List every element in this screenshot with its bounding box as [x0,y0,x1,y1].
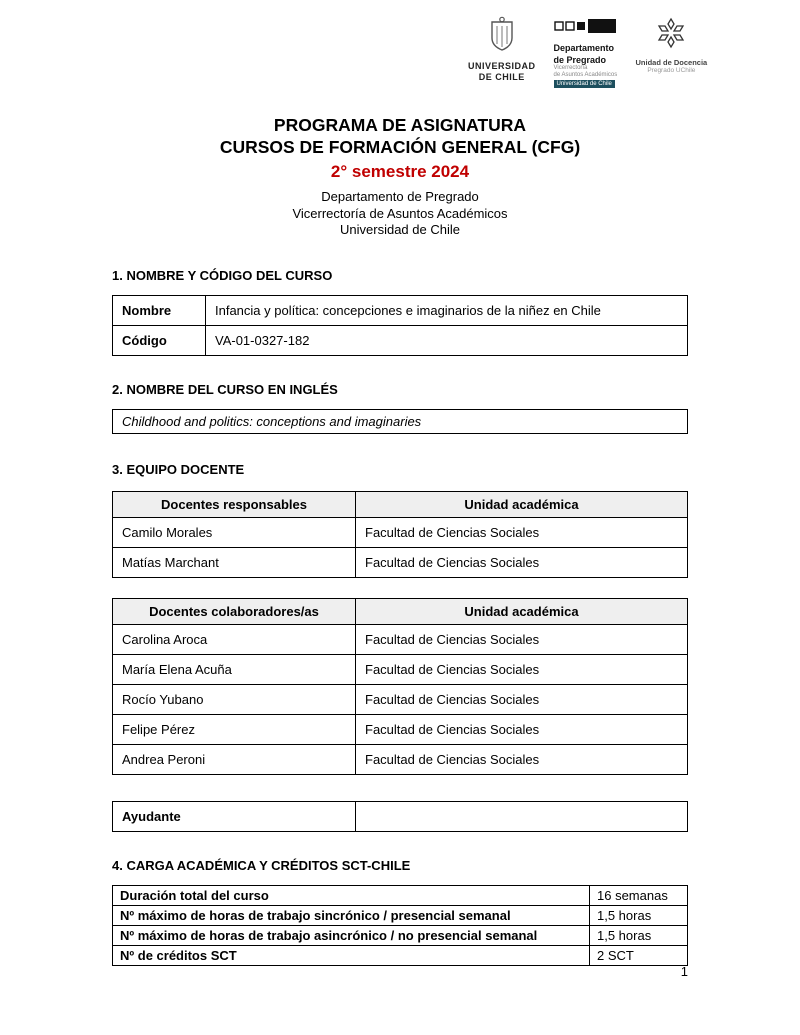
docente-name-cell: Camilo Morales [113,517,356,547]
subtitle-departamento: Departamento de Pregrado [321,189,479,204]
uchile-logo [468,16,536,83]
colaboradores-header-cell: Docentes colaboradores/as [113,598,356,624]
table-row [113,801,688,831]
docentes-responsables-table [112,491,688,578]
carga-label-cell: Nº máximo de horas de trabajo sincrónico / presencial semanal [113,905,590,925]
ayudante-table [112,801,688,832]
pregrado-logo-title-1: Departamento [553,43,615,53]
table-row [113,945,688,965]
carga-value-cell: 1,5 horas [590,925,688,945]
subtitle-universidad: Universidad de Chile [340,222,460,237]
codigo-label-cell: Código [113,325,206,355]
carga-label-cell: Duración total del curso [113,885,590,905]
table-row [113,325,688,355]
docente-unidad-cell: Facultad de Ciencias Sociales [356,517,688,547]
page-number: 1 [680,964,688,979]
docente-unidad-cell: Facultad de Ciencias Sociales [356,714,688,744]
section-1-title: 1. NOMBRE Y CÓDIGO DEL CURSO [112,267,333,283]
table-row [113,714,688,744]
pregrado-logo-title-2: de Pregrado [553,55,607,65]
pregrado-logo-sub-3: Universidad de Chile [554,80,615,88]
pregrado-logo-sub-1: Vicerrectoría [553,65,588,71]
docente-name-cell: Felipe Pérez [113,714,356,744]
table-row [113,684,688,714]
logo-strip [468,0,800,88]
ayudante-label-cell: Ayudante [113,801,356,831]
pregrado-squares-icon [554,16,618,41]
carga-label-cell: Nº máximo de horas de trabajo asincrónico / no presencial semanal [113,925,590,945]
nombre-value-cell: Infancia y política: concepciones e imaginarios de la niñez en Chile [206,295,688,325]
docencia-star-icon [654,16,688,55]
carga-academica-table [112,885,688,966]
subtitle-vicerrectoria: Vicerrectoría de Asuntos Académicos [292,205,508,221]
ayudante-value-cell [356,801,688,831]
document-title-line-1: PROGRAMA DE ASIGNATURA [273,115,527,135]
course-name-code-table [112,295,688,356]
table-header-row [113,491,688,517]
docencia-logo-text-1: Unidad de Docencia [635,58,708,67]
nombre-label-cell: Nombre [113,295,206,325]
codigo-value-cell: VA-01-0327-182 [206,325,688,355]
english-name-table [112,409,688,434]
table-row [113,885,688,905]
section-4-title: 4. CARGA ACADÉMICA Y CRÉDITOS SCT-CHILE [112,857,411,873]
carga-value-cell: 2 SCT [590,945,688,965]
semester-label: 2° semestre 2024 [330,162,470,181]
unidad-header-cell: Unidad académica [356,491,688,517]
table-row [113,409,688,433]
table-row [113,925,688,945]
section-2-title: 2. NOMBRE DEL CURSO EN INGLÉS [112,381,338,397]
docente-unidad-cell: Facultad de Ciencias Sociales [356,624,688,654]
table-header-row [113,598,688,624]
docencia-logo-text-2: Pregrado UChile [647,67,696,74]
table-row [113,547,688,577]
table-row [113,744,688,774]
unidad-header-cell: Unidad académica [356,598,688,624]
document-title-line-2: CURSOS DE FORMACIÓN GENERAL (CFG) [219,137,581,157]
table-row [113,517,688,547]
docente-name-cell: Matías Marchant [113,547,356,577]
carga-value-cell: 1,5 horas [590,905,688,925]
carga-value-cell: 16 semanas [590,885,688,905]
section-3-title: 3. EQUIPO DOCENTE [112,461,245,477]
docente-unidad-cell: Facultad de Ciencias Sociales [356,654,688,684]
docente-name-cell: Carolina Aroca [113,624,356,654]
responsables-header-cell: Docentes responsables [113,491,356,517]
docente-name-cell: Andrea Peroni [113,744,356,774]
table-row [113,295,688,325]
table-row [113,624,688,654]
docencia-logo [636,16,708,75]
docente-unidad-cell: Facultad de Ciencias Sociales [356,684,688,714]
carga-label-cell: Nº de créditos SCT [113,945,590,965]
pregrado-logo [554,16,618,88]
uchile-logo-text-2: DE CHILE [478,72,525,82]
docente-name-cell: María Elena Acuña [113,654,356,684]
uchile-crest-icon [488,16,516,57]
table-row [113,905,688,925]
pregrado-logo-sub-2: de Asuntos Académicos [553,72,618,78]
docente-unidad-cell: Facultad de Ciencias Sociales [356,744,688,774]
english-name-cell: Childhood and politics: conceptions and imaginaries [113,409,688,433]
docentes-colaboradores-table [112,598,688,775]
docente-name-cell: Rocío Yubano [113,684,356,714]
docente-unidad-cell: Facultad de Ciencias Sociales [356,547,688,577]
table-row [113,654,688,684]
uchile-logo-text-1: UNIVERSIDAD [468,61,536,71]
title-block [0,114,800,239]
